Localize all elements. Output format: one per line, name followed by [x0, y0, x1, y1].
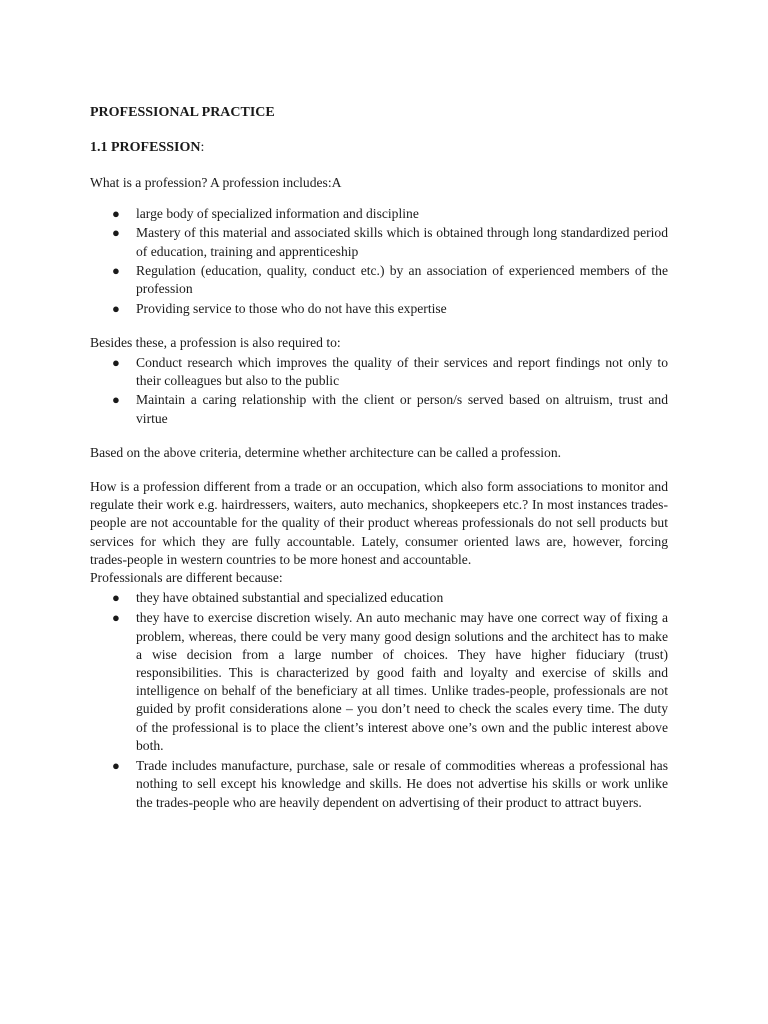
document-page [90, 104, 668, 814]
list-item-text: they have obtained substantial and specialized education [136, 590, 444, 606]
bullet-icon: ● [112, 392, 120, 408]
list-item [90, 757, 668, 812]
criteria-paragraph: Based on the above criteria, determine whether architecture can be called a profession. [90, 444, 562, 460]
bullet-icon: ● [112, 610, 120, 626]
list-item [90, 224, 668, 260]
list-item-text: they have to exercise discretion wisely. An auto mechanic may have one correct way of fixing a problem, whereas, there could be very many good design solutions and the architect has to make a wise decision from a large number of choices. They have higher fiduciary (trust) responsibilities. This is characterized by good faith and loyalty and exercise of skills and intelligence on behalf of the beneficiary at all times. Unlike trades-people, professionals are not guided by profit considerations alone – you don’t need to check the scales every time. The duty of the professional is to place the client’s interest above one’s own and the public interest above both. [136, 610, 668, 753]
list-item-text: large body of specialized information and discipline [136, 205, 419, 221]
list-item [90, 354, 668, 390]
bullet-icon: ● [112, 301, 120, 317]
intro-bullet-list [90, 205, 668, 319]
list-item-text: Regulation (education, quality, conduct etc.) by an association of experienced members of the profession [136, 263, 668, 297]
list-item [90, 391, 668, 427]
list-item-text: Mastery of this material and associated skills which is obtained through long standardized period of education, training and apprenticeship [136, 225, 668, 259]
section-heading [90, 139, 668, 157]
section-heading-colon: : [200, 140, 205, 156]
different-bullet-list [90, 589, 668, 811]
trade-paragraph: How is a profession different from a trade or an occupation, which also form associations to monitor and regulate their work e.g. hairdressers, waiters, auto mechanics, shopkeepers etc.? In most instances trades-people are not accountable for the quality of their product whereas professionals do not sell products but services for which they are fully accountable. Lately, consumer oriented laws are, however, forcing trades-people in western countries to be more honest and accountable. [90, 479, 668, 567]
bullet-icon: ● [112, 205, 120, 221]
bullet-icon: ● [112, 758, 120, 774]
section-heading-text: 1.1 PROFESSION [90, 140, 201, 156]
document-title: PROFESSIONAL PRACTICE [90, 105, 275, 120]
list-item-text: Providing service to those who do not have this expertise [136, 301, 447, 317]
bullet-icon: ● [112, 225, 120, 241]
list-item [90, 589, 668, 607]
list-item [90, 300, 668, 318]
different-intro: Professionals are different because: [90, 570, 283, 586]
list-item [90, 609, 668, 755]
besides-intro: Besides these, a profession is also required to: [90, 335, 341, 351]
besides-bullet-list [90, 354, 668, 428]
bullet-icon: ● [112, 354, 120, 370]
list-item-text: Maintain a caring relationship with the client or person/s served based on altruism, trust and virtue [136, 392, 668, 426]
bullet-icon: ● [112, 590, 120, 606]
list-item-text: Conduct research which improves the quality of their services and report findings not only to their colleagues but also to the public [136, 354, 668, 388]
list-item [90, 262, 668, 298]
list-item-text: Trade includes manufacture, purchase, sale or resale of commodities whereas a professional has nothing to sell except his knowledge and skills. He does not advertise his skills or work unlike the trades-people who are heavily dependent on advertising of their product to attract buyers. [136, 758, 668, 810]
intro-question: What is a profession? A profession includes:A [90, 175, 342, 191]
bullet-icon: ● [112, 263, 120, 279]
list-item [90, 205, 668, 223]
